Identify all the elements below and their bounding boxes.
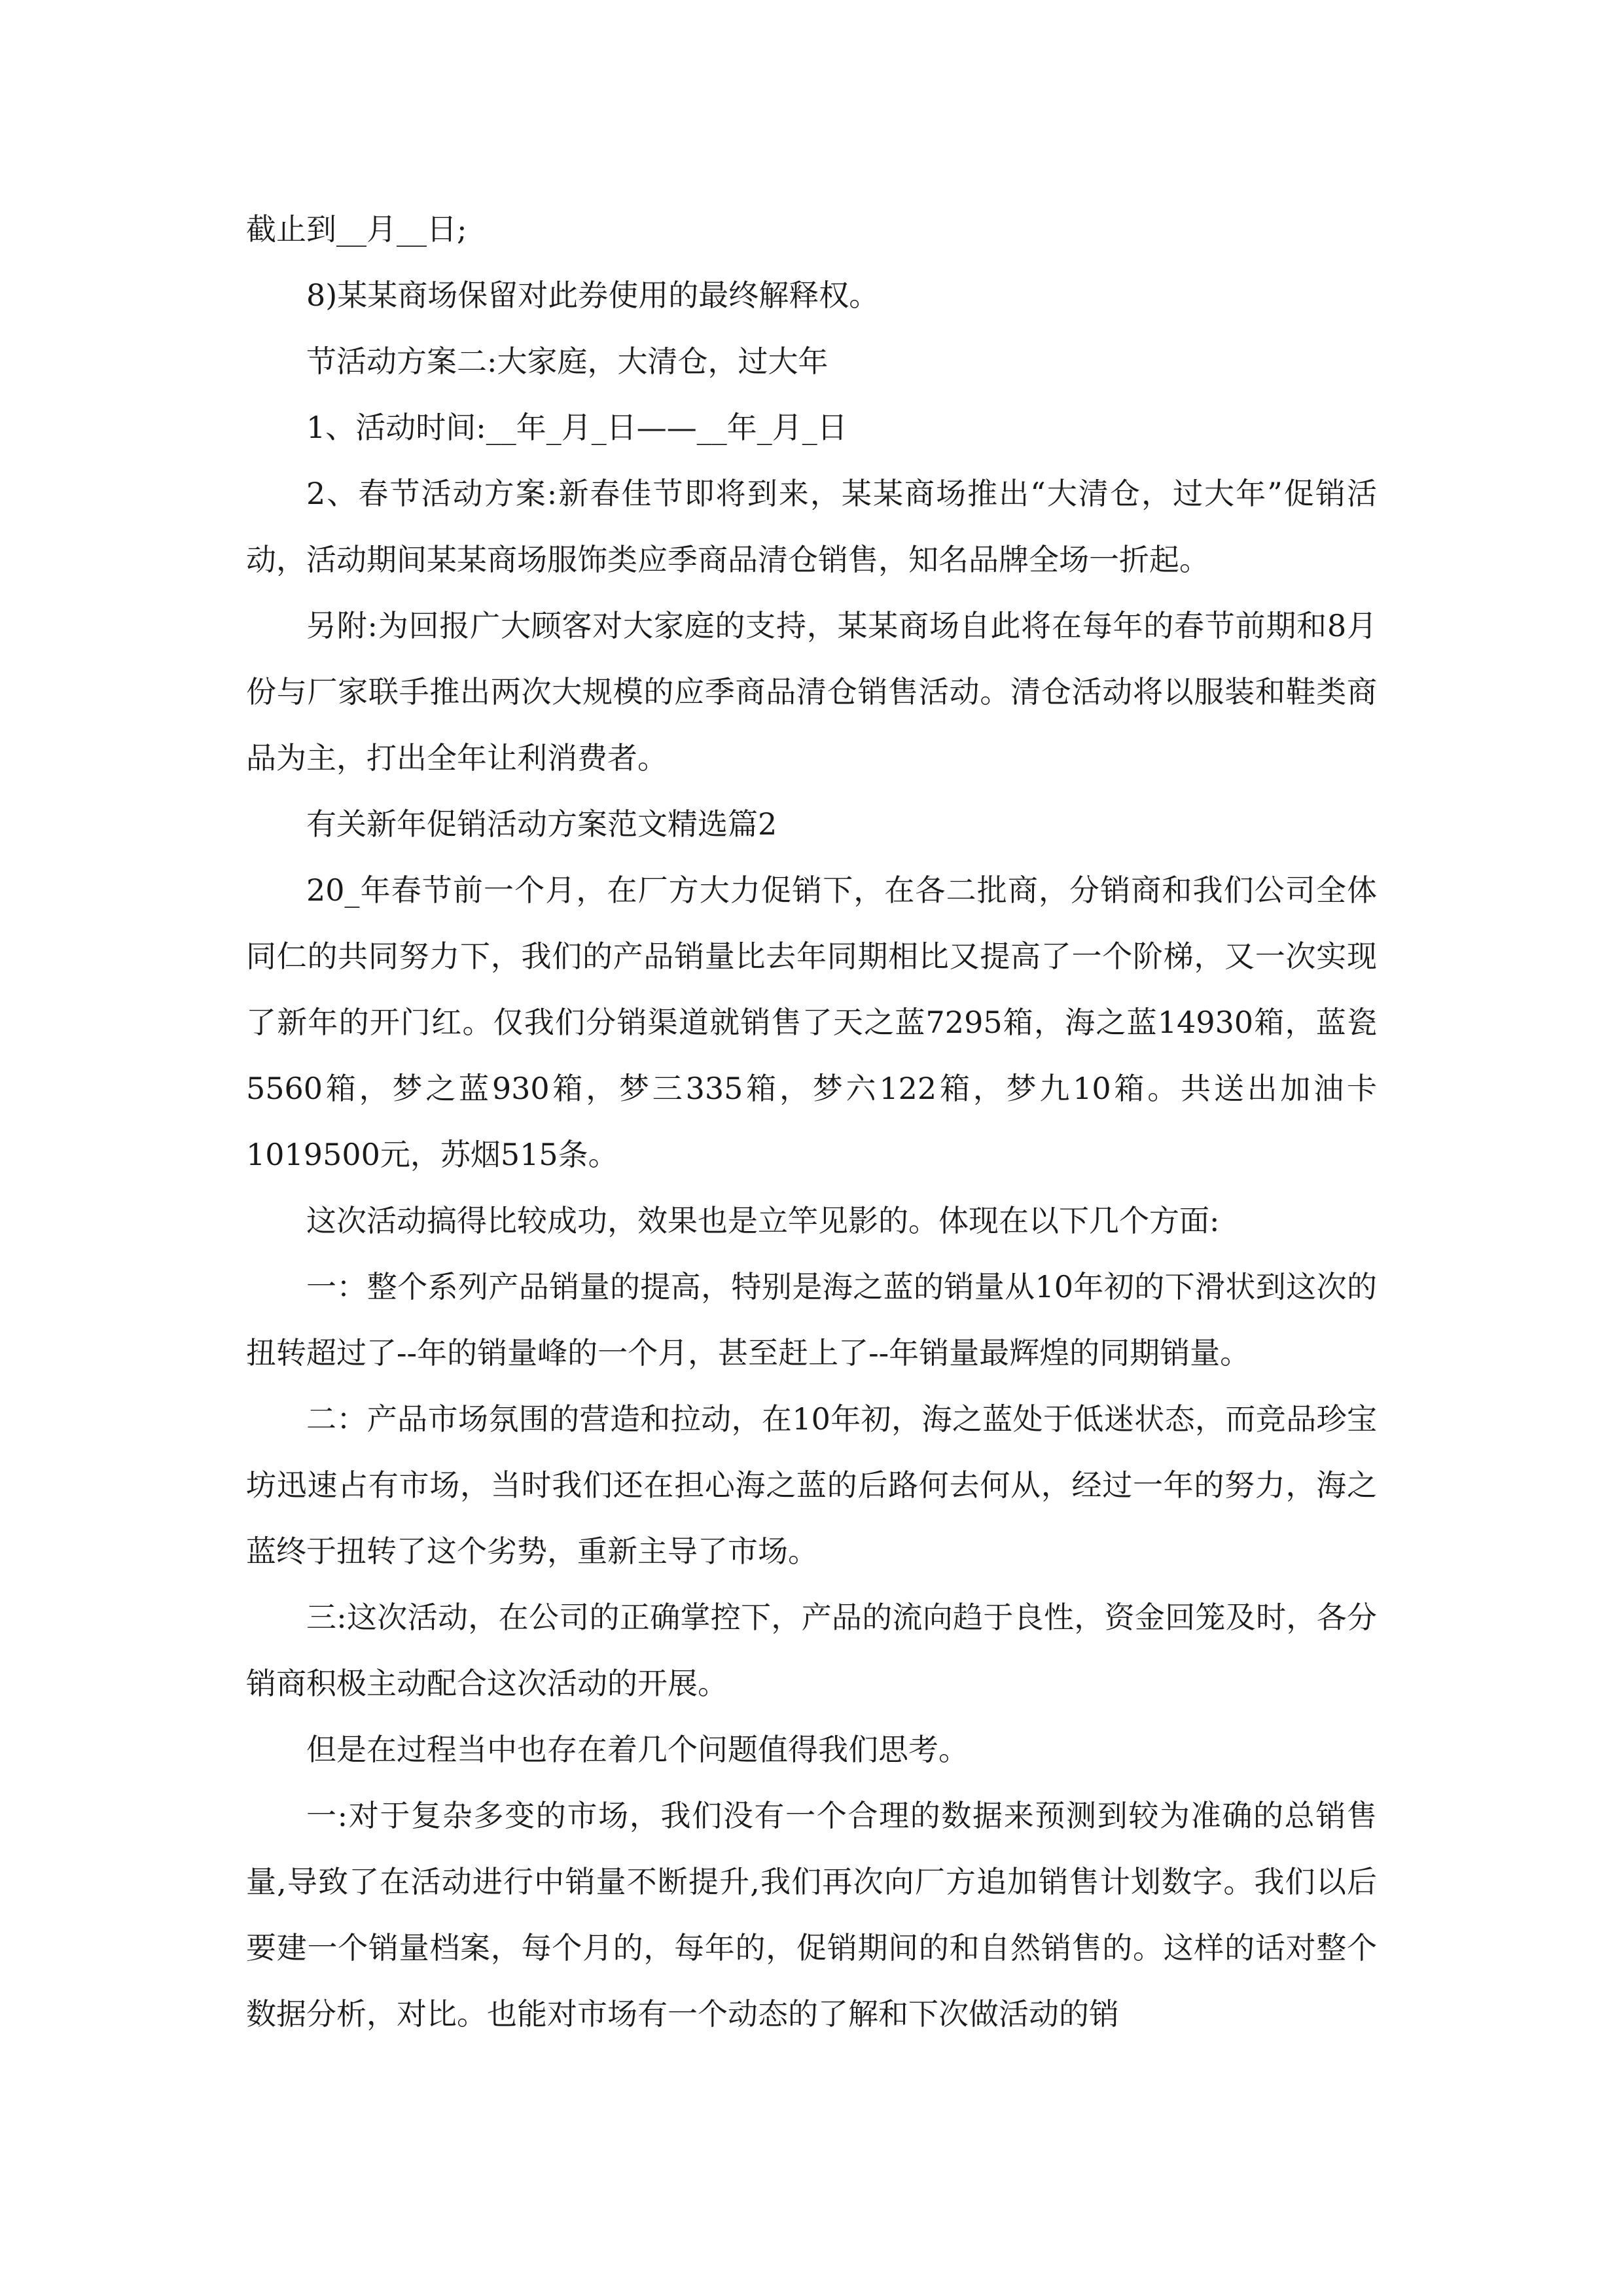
paragraph-14: 一:对于复杂多变的市场，我们没有一个合理的数据来预测到较为准确的总销售量,导致了在活动进行中销量不断提升,我们再次向厂方追加销售计划数字。我们以后要建一个销量档案，每个月的，每年的，促销期间的和自然销售的。这样的话对整个数据分析，对比。也能对市场有一个动态的了解和下次做活动的销: [246, 1798, 1377, 2032]
paragraph-5: 2、春节活动方案:新春佳节即将到来，某某商场推出“大清仓，过大年”促销活动，活动期间某某商场服饰类应季商品清仓销售，知名品牌全场一折起。: [246, 476, 1377, 577]
paragraph-11: 二：产品市场氛围的营造和拉动，在10年初，海之蓝处于低迷状态，而竞品珍宝坊迅速占有市场，当时我们还在担心海之蓝的后路何去何从，经过一年的努力，海之蓝终于扭转了这个劣势，重新主导了市场。: [246, 1401, 1377, 1569]
paragraph-12: 三:这次活动，在公司的正确掌控下，产品的流向趋于良性，资金回笼及时，各分销商积极主动配合这次活动的开展。: [246, 1600, 1377, 1701]
paragraph-13: 但是在过程当中也存在着几个问题值得我们思考。: [306, 1732, 969, 1767]
paragraph-4: 1、活动时间:__年_月_日——__年_月_日: [306, 410, 847, 445]
paragraph-9: 这次活动搞得比较成功，效果也是立竿见影的。体现在以下几个方面:: [306, 1203, 1220, 1238]
paragraph-3: 节活动方案二:大家庭，大清仓，过大年: [306, 344, 829, 379]
paragraph-10: 一：整个系列产品销量的提高，特别是海之蓝的销量从10年初的下滑状到这次的扭转超过了--年的销量峰的一个月，甚至赶上了--年销量最辉煌的同期销量。: [246, 1269, 1377, 1371]
paragraph-1: 截止到__月__日;: [246, 211, 467, 247]
paragraph-8: 20_年春节前一个月，在厂方大力促销下，在各二批商，分销商和我们公司全体同仁的共同努力下，我们的产品销量比去年同期相比又提高了一个阶梯，又一次实现了新年的开门红。仅我们分销渠道就销售了天之蓝7295箱，海之蓝14930箱，蓝瓷5560箱，梦之蓝930箱，梦三335箱，梦六122箱，梦九10箱。共送出加油卡1019500元，苏烟515条。: [246, 872, 1377, 1172]
paragraph-6: 另附:为回报广大顾客对大家庭的支持，某某商场自此将在每年的春节前期和8月份与厂家联手推出两次大规模的应季商品清仓销售活动。清仓活动将以服装和鞋类商品为主，打出全年让利消费者。: [246, 608, 1377, 776]
section-heading: 有关新年促销活动方案范文精选篇2: [306, 806, 777, 842]
paragraph-2: 8)某某商场保留对此券使用的最终解释权。: [306, 278, 880, 313]
document-body: [246, 196, 1377, 2047]
